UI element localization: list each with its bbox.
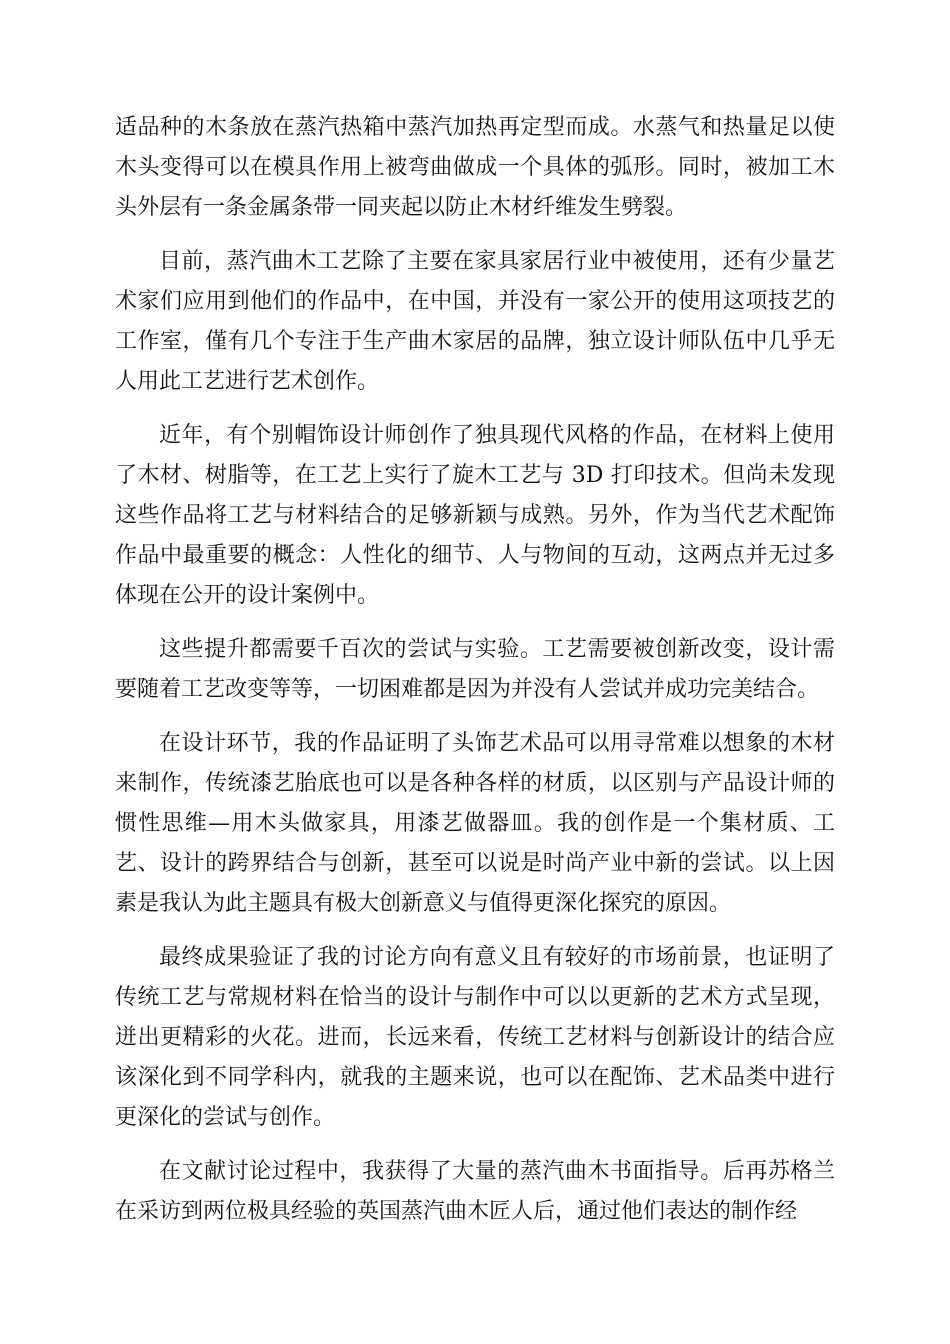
paragraph-design-stage: 在设计环节，我的作品证明了头饰艺术品可以用寻常难以想象的木材来制作，传统漆艺胎底也可以是各种各样的材质，以区别与产品设计师的惯性思维—用木头做家具，用漆艺做器皿。我的创作是一个集材质、工艺、设计的跨界结合与创新，甚至可以说是时尚产业中新的尝试。以上因素是我认为此主题具有极大创新意义与值得更深化探究的原因。 — [115, 731, 835, 916]
paragraph-improvements: 这些提升都需要千百次的尝试与实验。工艺需要被创新改变，设计需要随着工艺改变等等，一切困难都是因为并没有人尝试并成功完美结合。 — [115, 637, 835, 702]
paragraph-recent-designers: 近年，有个别帽饰设计师创作了独具现代风格的作品，在材料上使用了木材、树脂等，在工艺上实行了旋木工艺与 3D 打印技术。但尚未发现这些作品将工艺与材料结合的足够新颖与成熟。另外，作为当代艺术配饰作品中最重要的概念：人性化的细节、人与物间的互动，这两点并无过多体现在公开的设计案例中。 — [115, 423, 835, 608]
document-page — [115, 108, 835, 1246]
paragraph-final-results: 最终成果验证了我的讨论方向有意义且有较好的市场前景，也证明了传统工艺与常规材料在恰当的设计与制作中可以以更新的艺术方式呈现，迸出更精彩的火花。进而，长远来看，传统工艺材料与创新设计的结合应该深化到不同学科内，就我的主题来说，也可以在配饰、艺术品类中进行更深化的尝试与创作。 — [115, 945, 835, 1130]
paragraph-current-status: 目前，蒸汽曲木工艺除了主要在家具家居行业中被使用，还有少量艺术家们应用到他们的作品中，在中国，并没有一家公开的使用这项技艺的工作室，僅有几个专注于生产曲木家居的品牌，独立设计师队伍中几乎无人用此工艺进行艺术创作。 — [115, 249, 835, 394]
paragraph-literature-discussion: 在文献讨论过程中，我获得了大量的蒸汽曲木书面指导。后再苏格兰在采访到两位极具经验的英国蒸汽曲木匠人后，通过他们表达的制作经 — [115, 1159, 835, 1224]
paragraph-continuation: 适品种的木条放在蒸汽热箱中蒸汽加热再定型而成。水蒸气和热量足以使木头变得可以在模具作用上被弯曲做成一个具体的弧形。同时，被加工木头外层有一条金属条带一同夹起以防止木材纤维发生劈裂。 — [115, 115, 835, 220]
